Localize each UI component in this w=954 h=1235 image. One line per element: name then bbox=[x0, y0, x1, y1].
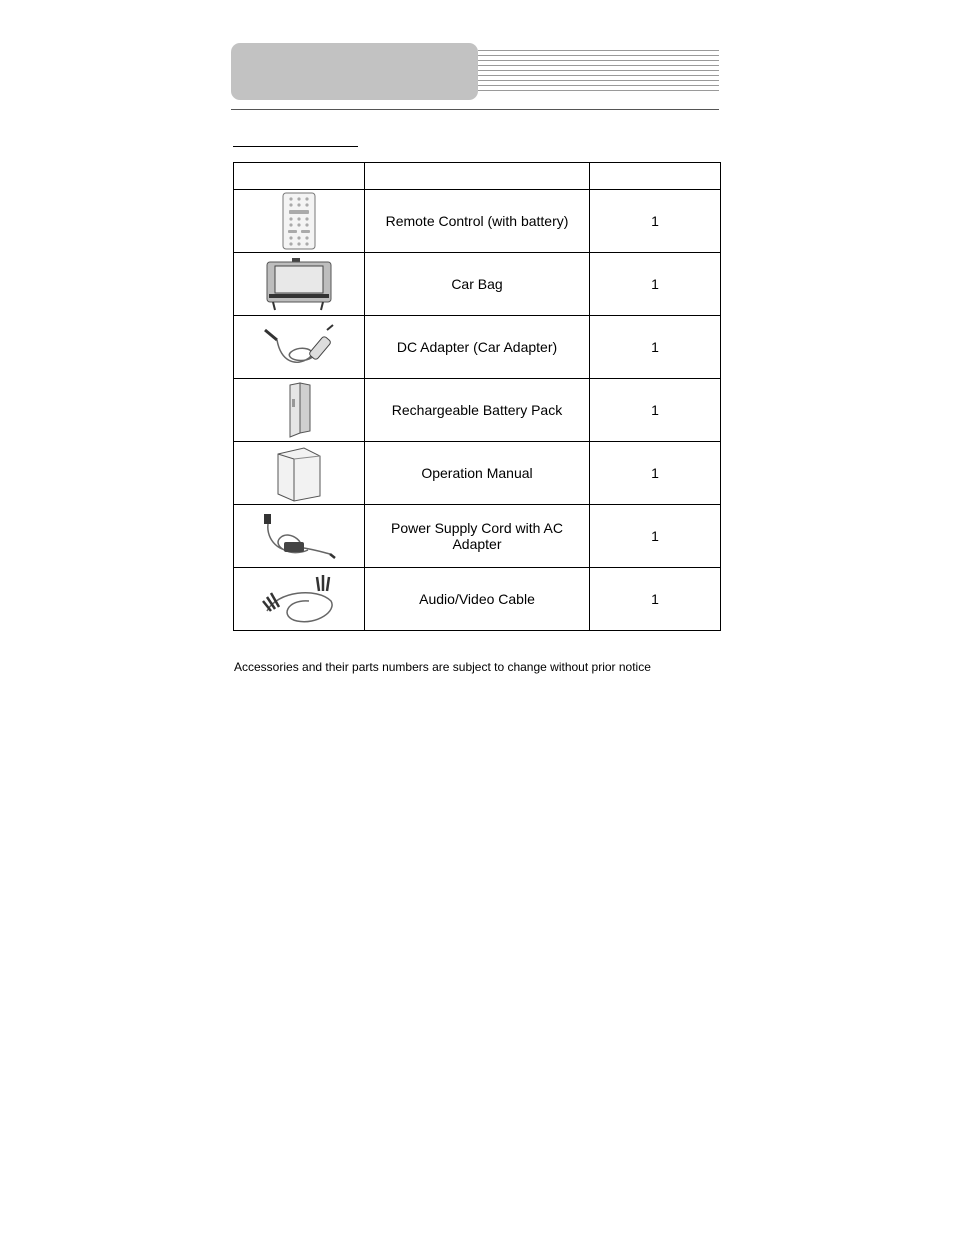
header-stripes bbox=[478, 50, 719, 96]
table-row bbox=[234, 316, 721, 379]
accessories-table bbox=[233, 162, 721, 631]
row-quantity: 1 bbox=[590, 505, 721, 568]
row-quantity: 1 bbox=[590, 253, 721, 316]
row-item: Operation Manual bbox=[365, 442, 590, 505]
row-picture bbox=[234, 442, 365, 505]
manual-icon bbox=[274, 444, 324, 502]
ac-adapter-icon bbox=[260, 510, 338, 562]
row-picture bbox=[234, 505, 365, 568]
table-row bbox=[234, 379, 721, 442]
battery-pack-icon bbox=[284, 381, 314, 439]
table-row bbox=[234, 253, 721, 316]
table-row bbox=[234, 568, 721, 631]
row-picture bbox=[234, 190, 365, 253]
footnote: Accessories and their parts numbers are subject to change without prior notice bbox=[234, 660, 651, 674]
row-item: Car Bag bbox=[365, 253, 590, 316]
row-picture bbox=[234, 568, 365, 631]
remote-control-icon bbox=[282, 192, 316, 250]
av-cable-icon bbox=[257, 571, 341, 627]
table-header-row bbox=[234, 163, 721, 190]
row-picture bbox=[234, 316, 365, 379]
header-quantity bbox=[590, 163, 721, 190]
row-picture bbox=[234, 253, 365, 316]
row-quantity: 1 bbox=[590, 316, 721, 379]
row-item: Rechargeable Battery Pack bbox=[365, 379, 590, 442]
table-row bbox=[234, 505, 721, 568]
row-item: Remote Control (with battery) bbox=[365, 190, 590, 253]
car-adapter-icon bbox=[261, 322, 337, 372]
row-quantity: 1 bbox=[590, 190, 721, 253]
row-item: DC Adapter (Car Adapter) bbox=[365, 316, 590, 379]
table-row bbox=[234, 190, 721, 253]
header-item bbox=[365, 163, 590, 190]
row-item: Power Supply Cord with AC Adapter bbox=[365, 505, 590, 568]
section-title-underline bbox=[233, 146, 358, 147]
row-quantity: 1 bbox=[590, 568, 721, 631]
table-row bbox=[234, 442, 721, 505]
header-tab bbox=[231, 43, 478, 100]
row-picture bbox=[234, 379, 365, 442]
row-quantity: 1 bbox=[590, 379, 721, 442]
row-item: Audio/Video Cable bbox=[365, 568, 590, 631]
row-quantity: 1 bbox=[590, 442, 721, 505]
header-rule bbox=[231, 109, 719, 110]
car-bag-icon bbox=[265, 256, 333, 312]
header-picture bbox=[234, 163, 365, 190]
